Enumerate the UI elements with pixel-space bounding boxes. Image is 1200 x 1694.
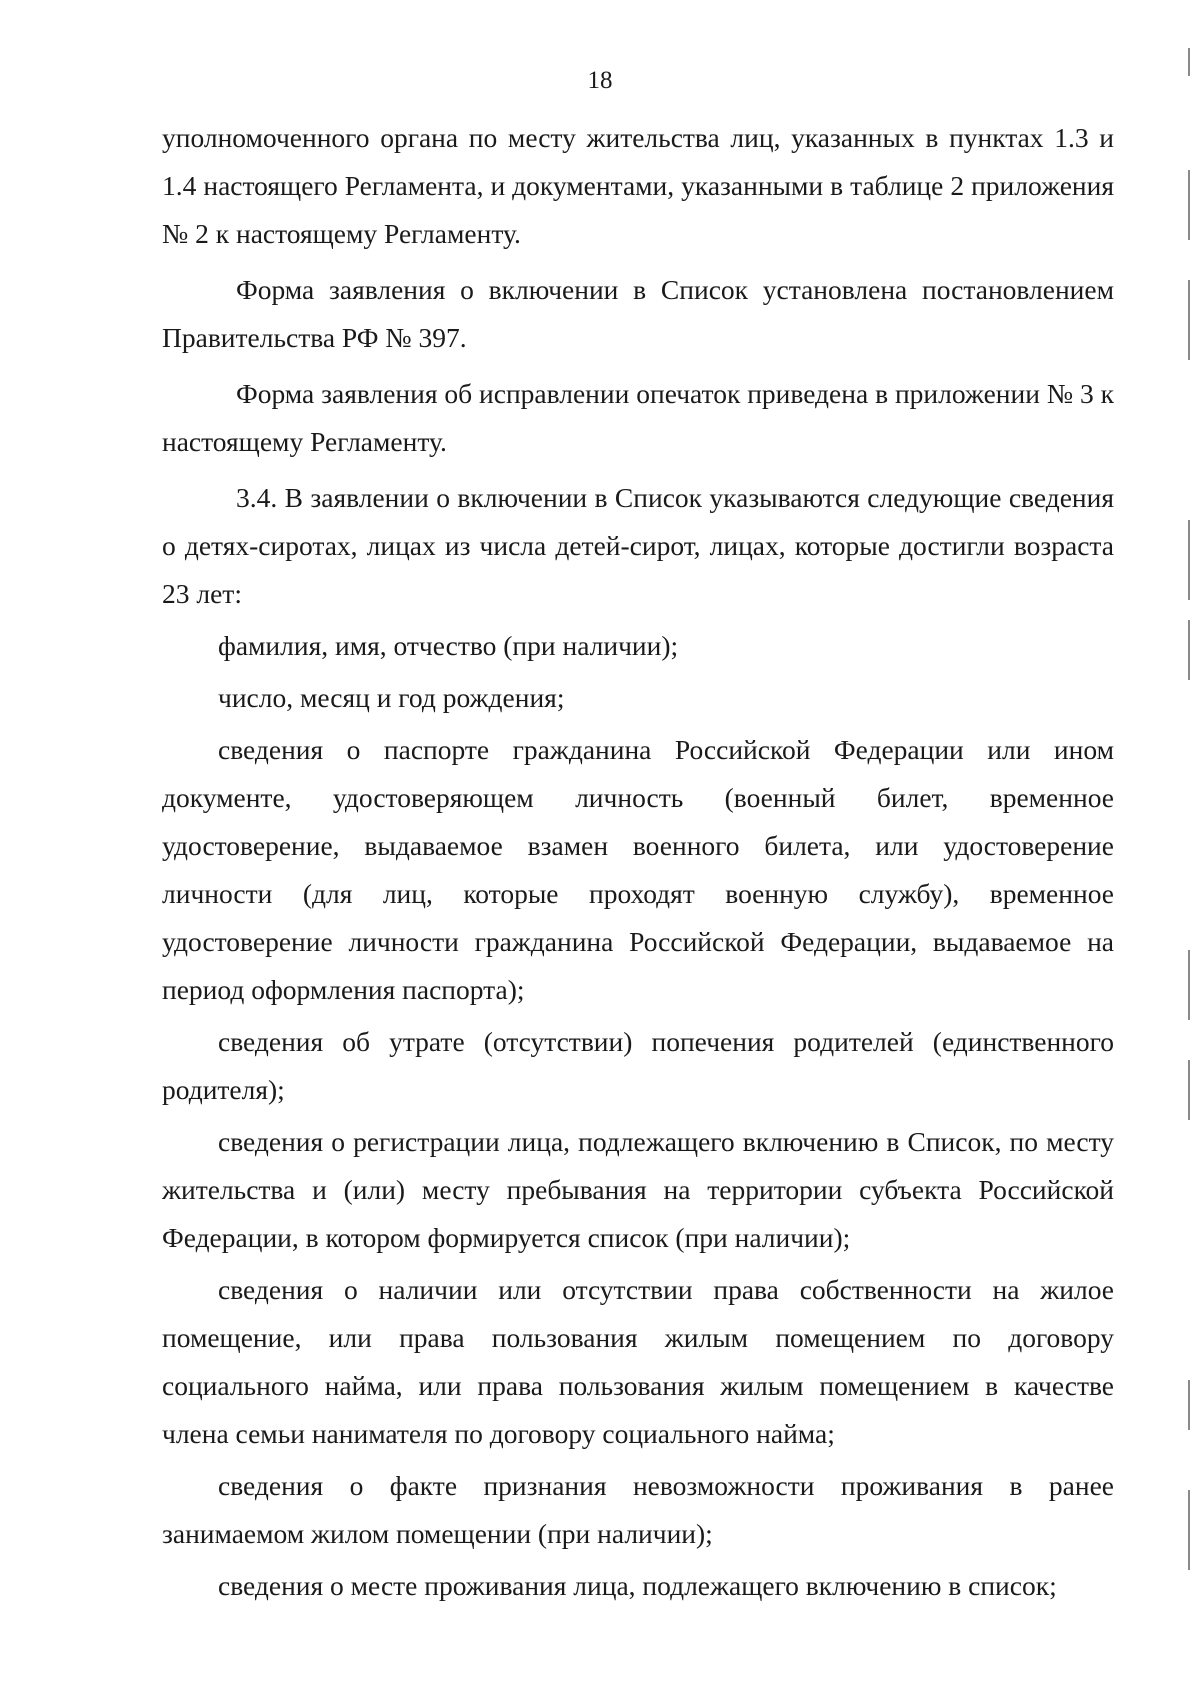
list-item-registration: сведения о регистрации лица, подлежащего включению в Список, по месту жительства и (или) месту пребывания на территории субъекта Российской Федерации, в котором формируется список (при наличии); [162, 1126, 1114, 1253]
paragraph-section-3-4: 3.4. В заявлении о включении в Список указываются следующие сведения о детях-сиротах, лицах из числа детей-сирот, лицах, которые достигли возраста 23 лет: [162, 482, 1114, 609]
scan-edge-mark [1188, 48, 1190, 76]
scan-edge-mark [1188, 280, 1190, 360]
paragraph-continuation: уполномоченного органа по месту жительства лиц, указанных в пунктах 1.3 и 1.4 настоящего Регламента, и документами, указанными в таблице 2 приложения № 2 к настоящему Регламенту. [162, 122, 1114, 249]
list-item-birth-date: число, месяц и год рождения; [218, 682, 565, 713]
scan-edge-mark [1188, 170, 1190, 240]
document-body [162, 114, 1114, 1610]
scan-edge-mark [1188, 950, 1190, 1020]
scan-edge-mark [1188, 620, 1190, 680]
list-item-property-rights: сведения о наличии или отсутствии права собственности на жилое помещение, или права пользования жилым помещением по договору социального найма, или права пользования жилым помещением в качестве члена семьи нанимателя по договору социального найма; [162, 1274, 1114, 1449]
list-item-loss-of-care: сведения об утрате (отсутствии) попечения родителей (единственного родителя); [162, 1026, 1114, 1105]
scan-edge-mark [1188, 1060, 1190, 1120]
page-number: 18 [587, 67, 613, 94]
scan-edge-mark [1188, 1380, 1190, 1430]
paragraph-form-corrections: Форма заявления об исправлении опечаток приведена в приложении № 3 к настоящему Регламенту. [162, 378, 1114, 457]
list-item-residence: сведения о месте проживания лица, подлежащего включению в список; [218, 1570, 1057, 1601]
scan-edge-mark [1188, 1490, 1190, 1570]
paragraph-form-inclusion: Форма заявления о включении в Список установлена постановлением Правительства РФ № 397. [162, 274, 1114, 353]
list-item-impossibility: сведения о факте признания невозможности проживания в ранее занимаемом жилом помещении (при наличии); [162, 1470, 1114, 1549]
list-item-full-name: фамилия, имя, отчество (при наличии); [218, 630, 679, 661]
list-item-passport: сведения о паспорте гражданина Российской Федерации или ином документе, удостоверяющем личность (военный билет, временное удостоверение, выдаваемое взамен военного билета, или удостоверение личности (для лиц, которые проходят военную службу), временное удостоверение личности гражданина Российской Федерации, выдаваемое на период оформления паспорта); [162, 734, 1114, 1005]
scan-edge-mark [1188, 520, 1190, 600]
